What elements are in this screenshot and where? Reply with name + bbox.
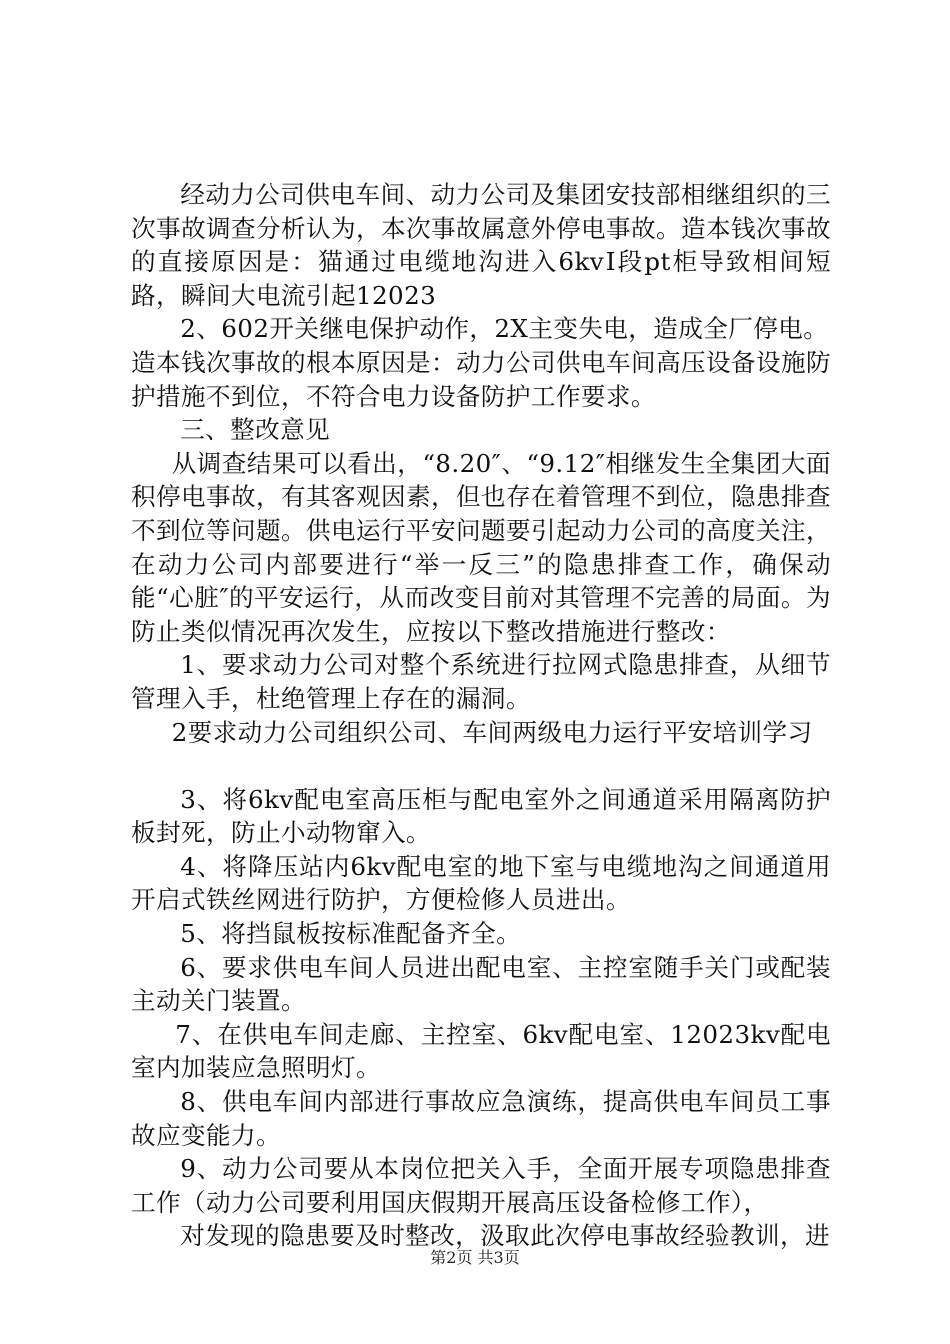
paragraph-continuation: 对发现的隐患要及时整改，汲取此次停电事故经验教训，进	[180, 1221, 831, 1251]
paragraph-investigation: 经动力公司供电车间、动力公司及集团安技部相继组织的三次事故调查分析认为，本次事故属意外停电事故。造本钱次事故的直接原因是：猫通过电缆地沟进入6kvⅠ段pt柜导致相间短路，瞬间大电流引起12023	[131, 180, 831, 310]
list-item-9: 9、动力公司要从本岗位把关入手，全面开展专项隐患排查工作（动力公司要利用国庆假期开展高压设备检修工作），	[131, 1154, 831, 1217]
list-item-4: 4、将降压站内6kv配电室的地下室与电缆地沟之间通道用开启式铁丝网进行防护，方便检修人员进出。	[131, 851, 831, 915]
paragraph-relay-action: 2、602开关继电保护动作，2X主变失电，造成全厂停电。	[180, 314, 829, 344]
paragraph-findings: 从调查结果可以看出，“8.20″、“9.12″相继发生全集团大面积停电事故，有其客观因素，但也存在着管理不到位，隐患排查不到位等问题。供电运行平安问题要引起动力公司的高度关注，在动力公司内部要进行“举一反三”的隐患排查工作，确保动能“心脏″的平安运行，从而改变目前对其管理不完善的局面。为防止类似情况再次发生，应按以下整改措施进行整改：	[131, 448, 831, 646]
list-item-1: 1、要求动力公司对整个系统进行拉网式隐患排查，从细节管理入手，杜绝管理上存在的漏洞。	[131, 650, 831, 713]
list-item-3: 3、将6kv配电室高压柜与配电室外之间通道采用隔离防护板封死，防止小动物窜入。	[131, 784, 831, 848]
section-heading-rectification: 三、整改意见	[180, 415, 331, 445]
list-item-5: 5、将挡鼠板按标准配备齐全。	[180, 919, 522, 949]
page-number-footer: 第2页 共3页	[430, 1248, 520, 1267]
list-item-6: 6、要求供电车间人员进出配电室、主控室随手关门或配装主动关门装置。	[131, 952, 831, 1016]
list-item-8: 8、供电车间内部进行事故应急演练，提高供电车间员工事故应变能力。	[131, 1087, 831, 1150]
list-item-2: 2要求动力公司组织公司、车间两级电力运行平安培训学习	[171, 717, 813, 747]
document-body	[131, 178, 831, 1253]
list-item-7: 7、在供电车间走廊、主控室、6kv配电室、12023kv配电室内加装应急照明灯。	[131, 1019, 831, 1083]
paragraph-root-cause: 造本钱次事故的根本原因是：动力公司供电车间高压设备设施防护措施不到位，不符合电力设备防护工作要求。	[131, 347, 831, 411]
blank-line	[131, 749, 831, 783]
